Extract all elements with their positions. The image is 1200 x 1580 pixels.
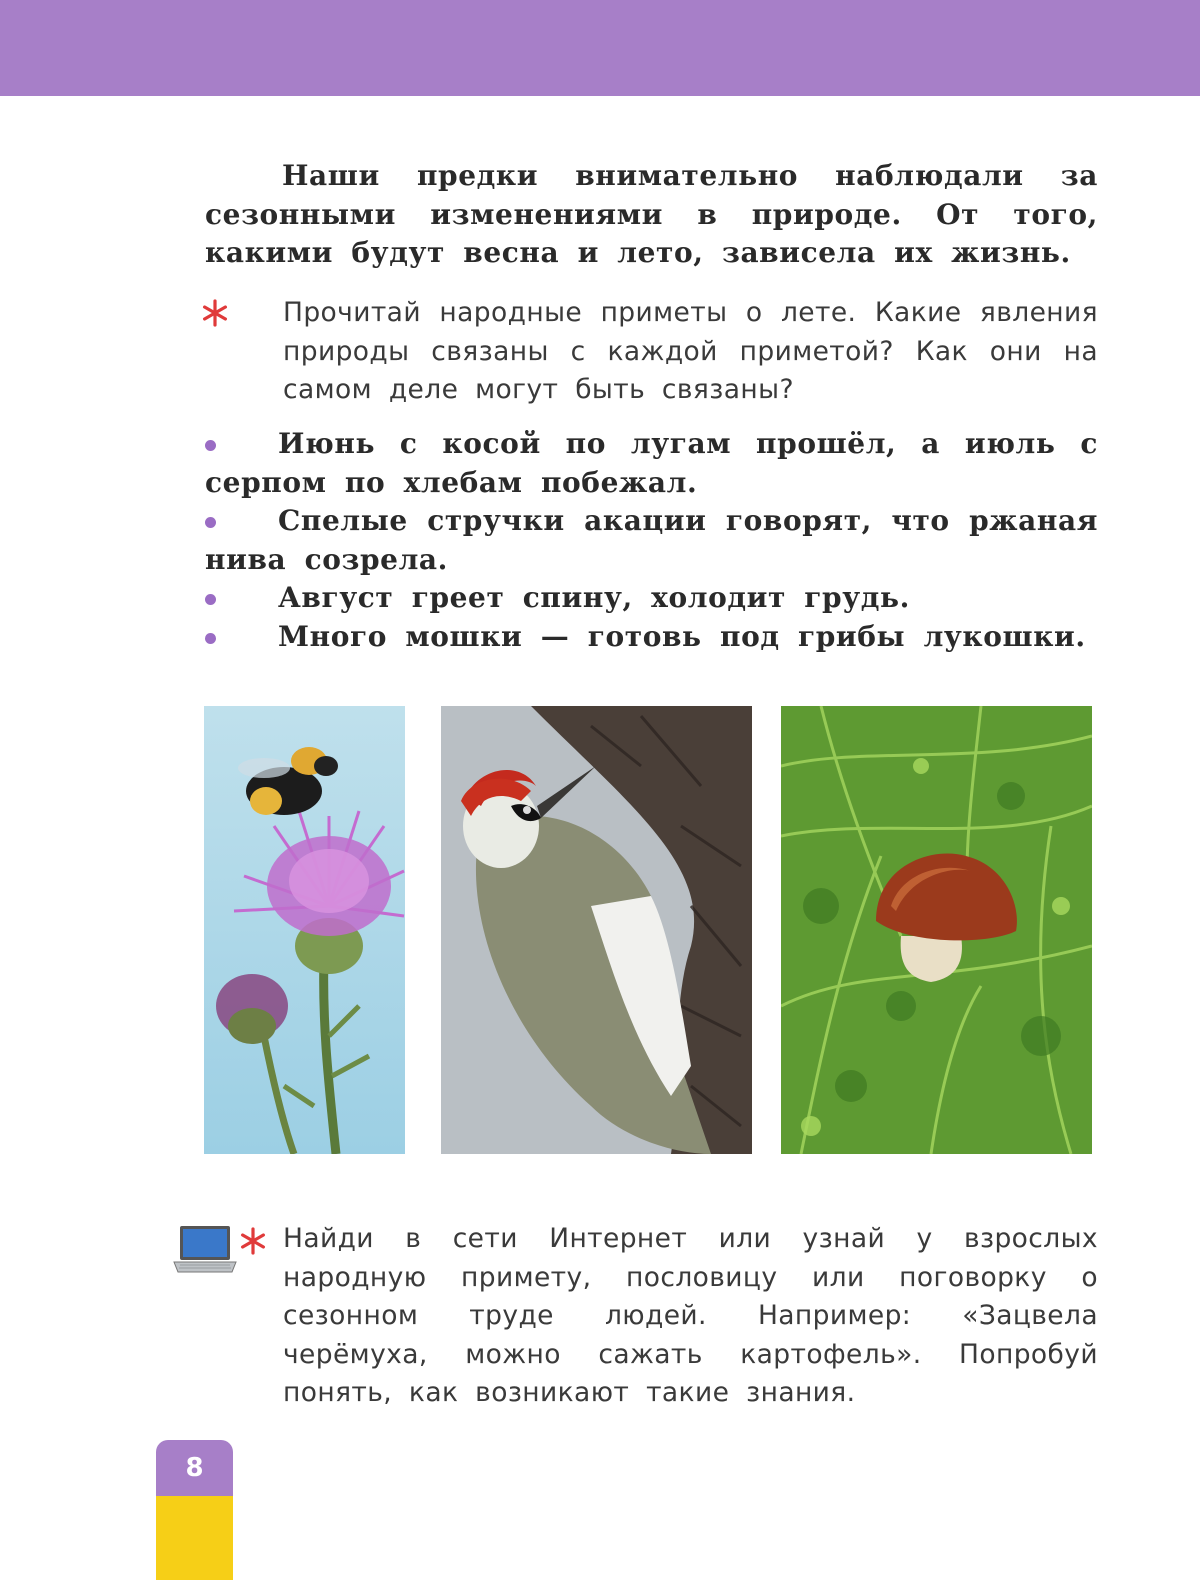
task-reading-signs: Прочитай народные приметы о лете. Какие явления природы связаны с каждой приметой? Как они на самом деле могут быть связаны? <box>283 297 1098 405</box>
folk-signs-list <box>205 425 1098 656</box>
sign-text: Август греет спину, холодит грудь. <box>278 581 910 614</box>
bullet-icon <box>205 440 216 451</box>
sign-text: Июнь с косой по лугам прошёл, а июль с серпом по хлебам побежал. <box>205 427 1098 499</box>
sign-text: Много мошки — готовь под грибы лукошки. <box>278 619 1086 653</box>
list-item <box>205 579 1098 618</box>
page-number: 8 <box>185 1453 204 1483</box>
laptop-icon <box>172 1224 238 1276</box>
task-internet-search: Найди в сети Интернет или узнай у взрослых народную примету, пословицу или поговорку о сезонном труде людей. Например: «Зацвела черёмуха, можно сажать картофель». Попробуй понять, как возникают такие знания. <box>283 1223 1098 1408</box>
page-tab-accent <box>156 1496 233 1580</box>
page-number-box <box>156 1440 233 1496</box>
list-item <box>205 425 1098 502</box>
header-band <box>0 0 1200 96</box>
bullet-icon <box>205 594 216 605</box>
sign-text: Спелые стручки акации говорят, что ржаная нива созрела. <box>205 504 1098 576</box>
list-item <box>205 618 1098 657</box>
bullet-icon <box>205 633 216 644</box>
bullet-icon <box>205 517 216 528</box>
bumblebee-thistle-photo <box>204 706 405 1154</box>
woodpecker-photo <box>441 706 752 1154</box>
mushroom-photo <box>781 706 1092 1154</box>
page-number-tab <box>156 1440 233 1580</box>
list-item <box>205 502 1098 579</box>
task-asterisk-icon <box>238 1226 268 1256</box>
intro-paragraph: Наши предки внимательно наблюдали за сезонными изменениями в природе. От того, какими будут весна и лето, зависела их жизнь. <box>205 159 1098 269</box>
task-asterisk-icon <box>200 298 230 328</box>
